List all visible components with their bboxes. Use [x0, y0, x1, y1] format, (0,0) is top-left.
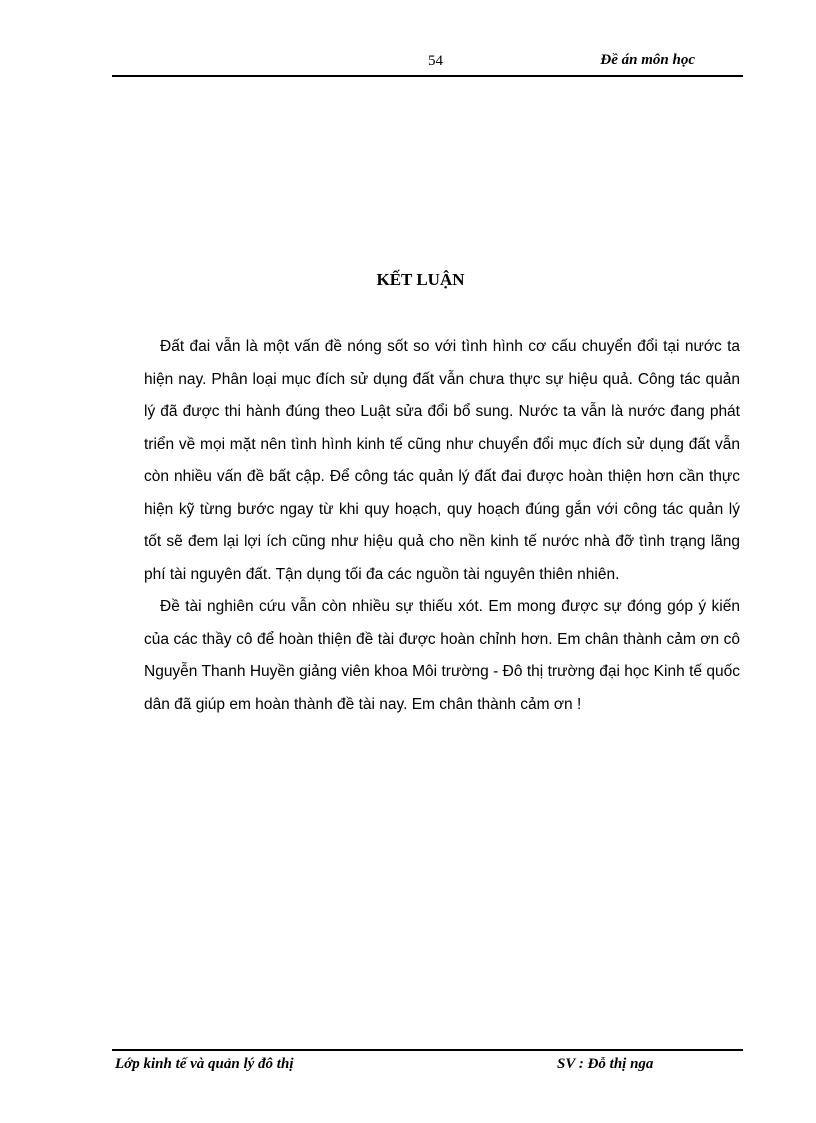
footer-class: Lớp kinh tế và quản lý đô thị — [115, 1056, 294, 1072]
paragraph: Đất đai vẫn là một vấn đề nóng sốt so với tình hình cơ cấu chuyển đổi tại nước ta hiện nay. Phân loại mục đích sử dụng đất vẫn chưa thực sự hiệu quả. Công tác quản lý đã được thi hành đúng theo Luật sửa đổi bổ sung. Nước ta vẫn là nước đang phát triển về mọi mặt nên tình hình kinh tế cũng như chuyển đổi mục đích sử dụng đất vẫn còn nhiều vấn đề bất cập. Để công tác quản lý đất đai được hoàn thiện hơn cần thực hiện kỹ từng bước ngay từ khi quy hoạch, quy hoạch đúng gắn với công tác quản lý tốt sẽ đem lại lợi ích cũng như hiệu quả cho nền kinh tế nước nhà đỡ tình trạng lãng phí tài nguyên đất. Tận dụng tối đa các nguồn tài nguyên thiên nhiên. — [144, 338, 740, 583]
footer-student: SV : Đỗ thị nga — [557, 1056, 654, 1072]
page-footer — [112, 1049, 743, 1076]
section-title: KẾT LUẬN — [376, 270, 465, 289]
page-header — [112, 50, 743, 77]
paragraph: Đề tài nghiên cứu vẫn còn nhiều sự thiếu xót. Em mong được sự đóng góp ý kiến của các thầy cô để hoàn thiện đề tài được hoàn chỉnh hơn. Em chân thành cảm ơn cô Nguyễn Thanh Huyền giảng viên khoa Môi trường - Đô thị trường đại học Kinh tế quốc dân đã giúp em hoàn thành đề tài nay. Em chân thành cảm ơn ! — [144, 598, 740, 713]
body-text — [144, 331, 740, 721]
header-title: Đề án môn học — [600, 52, 695, 68]
page-number: 54 — [428, 53, 443, 69]
